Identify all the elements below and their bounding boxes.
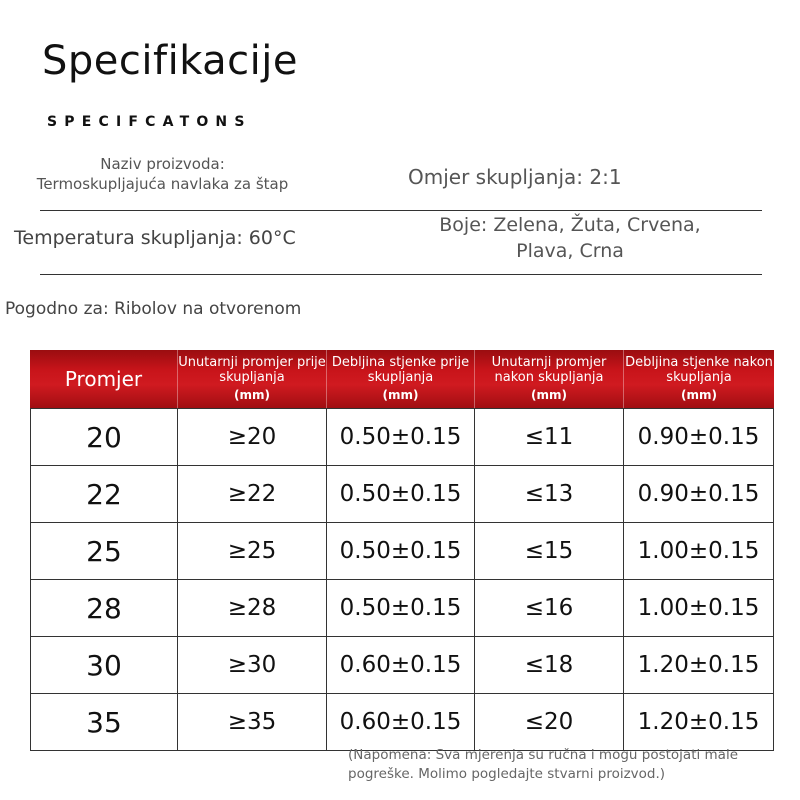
table-cell: ≤20	[475, 694, 624, 750]
table-row	[30, 580, 774, 637]
table-cell: 0.90±0.15	[624, 466, 774, 522]
table-cell: 22	[30, 466, 178, 522]
table-cell: 20	[30, 409, 178, 465]
divider	[40, 274, 762, 275]
shrink-ratio: Omjer skupljanja: 2:1	[408, 165, 622, 189]
table-cell: 0.90±0.15	[624, 409, 774, 465]
column-header-diameter	[30, 350, 178, 408]
table-row	[30, 637, 774, 694]
table-cell: ≤16	[475, 580, 624, 636]
table-body	[30, 408, 774, 751]
table-cell: 1.00±0.15	[624, 523, 774, 579]
column-header-inner-after	[475, 350, 624, 408]
table-cell: 25	[30, 523, 178, 579]
column-header-label: Debljina stjenke prije skupljanja	[331, 355, 470, 385]
column-header-label: Unutarnji promjer nakon skupljanja	[491, 355, 607, 385]
table-cell: 1.20±0.15	[624, 694, 774, 750]
table-cell: ≥25	[178, 523, 327, 579]
colors-line-2: Plava, Crna	[516, 240, 624, 262]
measurement-note: (Napomena: Sva mjerenja su ručna i mogu postojati male pogreške. Molimo pogledajte stvarni proizvod.)	[348, 747, 739, 782]
table-cell: ≥35	[178, 694, 327, 750]
column-header-unit: (mm)	[531, 388, 567, 402]
table-row	[30, 466, 774, 523]
table-cell: 1.20±0.15	[624, 637, 774, 693]
column-header-label: Debljina stjenke nakon skupljanja	[625, 355, 773, 385]
product-name-value: Termoskupljajuća navlaka za štap	[36, 175, 289, 193]
divider	[40, 210, 762, 211]
table-cell: ≤18	[475, 637, 624, 693]
table-cell: ≤15	[475, 523, 624, 579]
table-cell: 28	[30, 580, 178, 636]
product-name-label: Naziv proizvoda:	[100, 155, 225, 173]
table-row	[30, 409, 774, 466]
table-cell: ≤13	[475, 466, 624, 522]
column-header-inner-before	[178, 350, 327, 408]
column-header-unit: (mm)	[382, 388, 419, 402]
column-header-wall-after	[624, 350, 774, 408]
table-cell: 0.50±0.15	[327, 580, 475, 636]
colors-block	[400, 212, 740, 264]
table-cell: 0.50±0.15	[327, 466, 475, 522]
page-subtitle: SPECIFCATONS	[47, 114, 252, 130]
table-header	[30, 350, 774, 408]
shrink-temperature: Temperatura skupljanja: 60°C	[14, 227, 296, 249]
table-cell: 0.50±0.15	[327, 523, 475, 579]
colors-line-1: Boje: Zelena, Žuta, Crvena,	[439, 214, 701, 236]
spec-table	[30, 350, 774, 751]
table-cell: 35	[30, 694, 178, 750]
table-row	[30, 694, 774, 751]
table-cell: ≥22	[178, 466, 327, 522]
table-cell: 0.60±0.15	[327, 637, 475, 693]
product-name-block	[20, 154, 305, 194]
column-header-unit: (mm)	[681, 388, 717, 402]
column-header-label: Unutarnji promjer prije skupljanja	[178, 355, 326, 385]
table-row	[30, 523, 774, 580]
column-header-label: Promjer	[64, 366, 143, 391]
page-title: Specifikacije	[42, 38, 298, 84]
table-cell: ≥28	[178, 580, 327, 636]
table-cell: 30	[30, 637, 178, 693]
table-cell: ≥20	[178, 409, 327, 465]
table-cell: 0.60±0.15	[327, 694, 475, 750]
column-header-wall-before	[327, 350, 475, 408]
suitable-for: Pogodno za: Ribolov na otvorenom	[5, 299, 302, 319]
table-cell: 1.00±0.15	[624, 580, 774, 636]
table-cell: 0.50±0.15	[327, 409, 475, 465]
table-cell: ≤11	[475, 409, 624, 465]
column-header-unit: (mm)	[234, 388, 270, 402]
table-cell: ≥30	[178, 637, 327, 693]
